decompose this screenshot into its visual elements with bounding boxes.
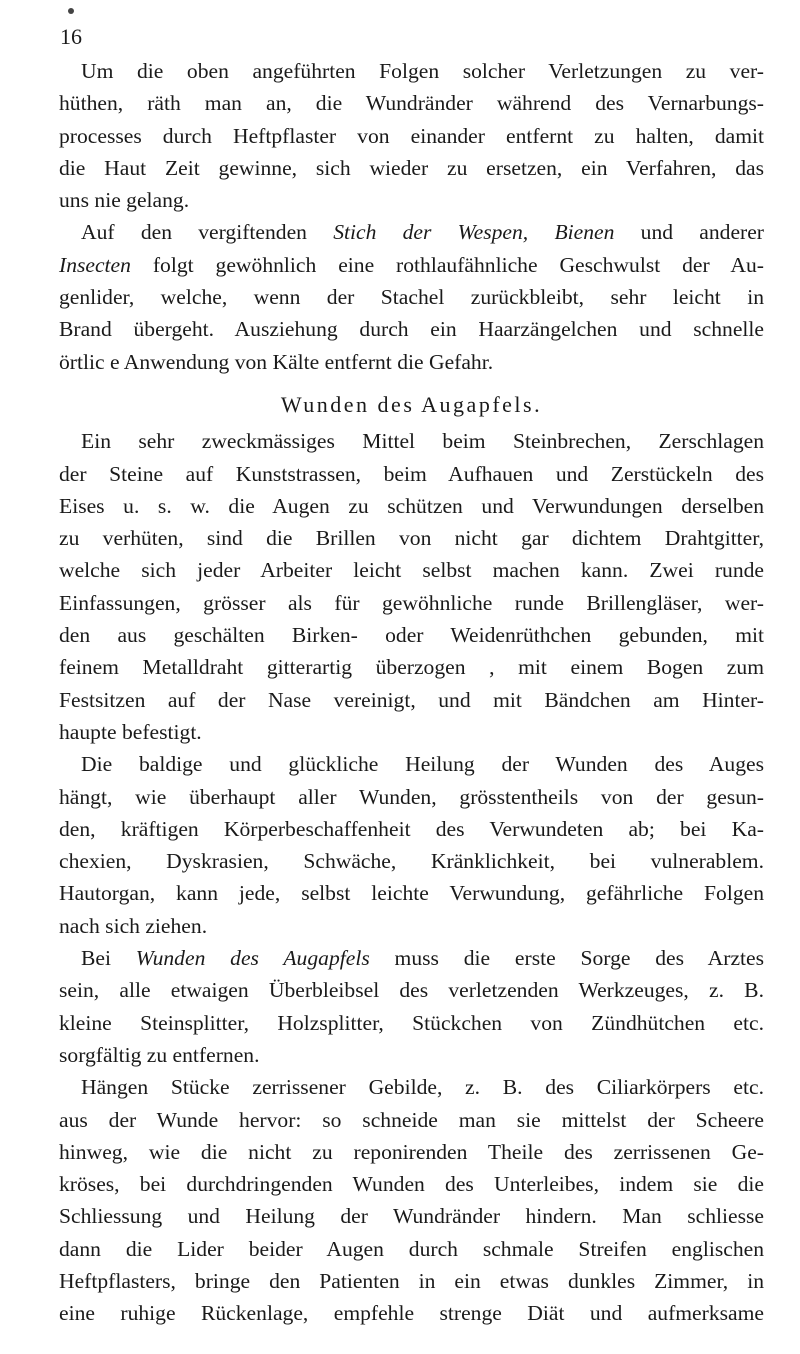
text-line: kleine Steinsplitter, Holzsplitter, Stückchen von Zündhütchen etc. [59,1010,764,1035]
text-line: Heftpflasters, bringe den Patienten in ein etwas dunkles Zimmer, in [59,1268,764,1293]
text-line: Um die oben angeführten Folgen solcher Verletzungen zu ver- [81,59,764,83]
text-line: genlider, welche, wenn der Stachel zurückbleibt, sehr leicht in [59,285,764,310]
text-line: welche sich jeder Arbeiter leicht selbst machen kann. Zwei runde [59,558,764,583]
heading-line: Wunden des Augapfels. [280,391,543,417]
text-line: nach sich ziehen. [59,913,208,938]
paragraph [59,55,764,216]
paragraph [59,748,764,942]
text-line: hüthen, räth man an, die Wundränder während des Vernarbungs- [59,91,764,116]
text-line: sorgfältig zu entfernen. [59,1042,260,1067]
text-line: Schliessung und Heilung der Wundränder hindern. Man schliesse [59,1204,764,1229]
page-number: 16 [60,24,82,49]
text-line: feinem Metalldraht gitterartig überzogen , mit einem Bogen zum [59,655,764,680]
text-line: Insecten folgt gewöhnlich eine rothlaufähnliche Geschwulst der Au- [59,252,764,277]
text-line: Bei Wunden des Augapfels muss die erste Sorge des Arztes [81,946,765,971]
text-line: chexien, Dyskrasien, Schwäche, Kränklichkeit, bei vulnerablem. [59,849,764,874]
text-line: den, kräftigen Körperbeschaffenheit des Verwundeten ab; bei Ka- [59,816,764,841]
text-line: der Steine auf Kunststrassen, beim Aufhauen und Zerstückeln des [59,461,764,486]
section-heading [59,389,764,421]
text-line: Einfassungen, grösser als für gewöhnliche runde Brillengläser, wer- [59,590,764,615]
text-line: Die baldige und glückliche Heilung der Wunden des Auges [81,752,764,777]
text-line: Eises u. s. w. die Augen zu schützen und Verwundungen derselben [59,493,764,518]
text-line: processes durch Heftpflaster von einander entfernt zu halten, damit [59,123,764,148]
text-line: uns nie gelang. [59,188,190,213]
text-line: Festsitzen auf der Nase vereinigt, und mit Bändchen am Hinter- [59,687,764,712]
text-line: haupte befestigt. [59,719,202,744]
text-line: Hängen Stücke zerrissener Gebilde, z. B. des Ciliarkörpers etc. [81,1075,764,1100]
body-text [59,55,764,1330]
text-line: Auf den vergiftenden Stich der Wespen, Bienen und anderer [81,220,764,245]
text-line: den aus geschälten Birken- oder Weidenrüthchen gebunden, mit [59,623,764,648]
text-line: die Haut Zeit gewinne, sich wieder zu ersetzen, ein Verfahren, das [59,155,764,180]
text-line: aus der Wunde hervor: so schneide man sie mittelst der Scheere [59,1107,764,1132]
text-line: Brand übergeht. Ausziehung durch ein Haarzängelchen und schnelle [59,317,764,342]
text-line: hängt, wie überhaupt aller Wunden, grösstentheils von der gesun- [59,784,764,809]
text-line: hinweg, wie die nicht zu reponirenden Theile des zerrissenen Ge- [59,1139,764,1164]
text-line: örtlic e Anwendung von Kälte entfernt die Gefahr. [59,349,494,374]
print-dot [68,8,74,14]
text-line: dann die Lider beider Augen durch schmale Streifen englischen [59,1236,764,1261]
text-line: Ein sehr zweckmässiges Mittel beim Steinbrechen, Zerschlagen [81,429,764,454]
paragraph [59,1071,764,1329]
text-line: Hautorgan, kann jede, selbst leichte Verwundung, gefährliche Folgen [59,881,764,906]
text-line: kröses, bei durchdringenden Wunden des Unterleibes, indem sie die [59,1172,764,1197]
text-line: zu verhüten, sind die Brillen von nicht gar dichtem Drahtgitter, [59,526,764,551]
paragraph [59,942,764,1071]
text-line: eine ruhige Rückenlage, empfehle strenge Diät und aufmerksame [59,1301,764,1326]
paragraph [59,216,764,377]
paragraph [59,425,764,748]
text-line: sein, alle etwaigen Überbleibsel des verletzenden Werkzeuges, z. B. [59,978,764,1003]
